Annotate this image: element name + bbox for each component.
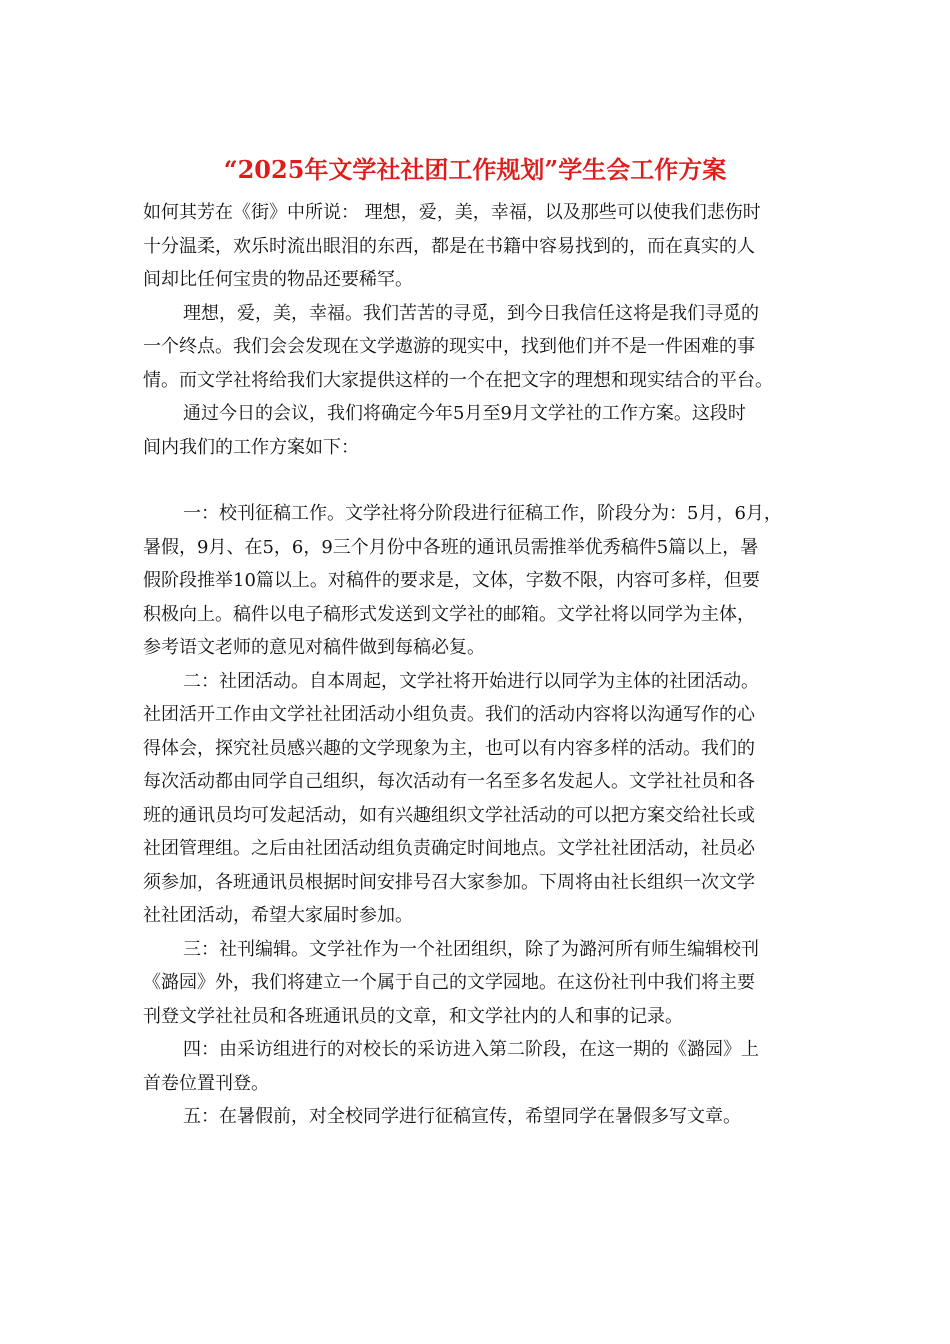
text-line: 间内我们的工作方案如下： [143,436,359,458]
text-line: 积极向上。稿件以电子稿形式发送到文学社的邮箱。文学社将以同学为主体， [143,603,755,625]
paragraph-ideals [143,297,808,398]
text-line: 社团管理组。之后由社团活动组负责确定时间地点。文学社社团活动，社员必 [143,838,755,859]
text-line: 如何其芳在《街》中所说： 理想，爱，美，幸福，以及那些可以使我们悲伤时 [143,202,761,223]
paragraph-intro [143,196,808,297]
text-line: 社团活开工作由文学社社团活动小组负责。我们的活动内容将以沟通写作的心 [143,704,755,725]
text-line: 班的通讯员均可发起活动，如有兴趣组织文学社活动的可以把方案交给社长或 [143,804,755,826]
text-line: 一个终点。我们会会发现在文学遨游的现实中，找到他们并不是一件困难的事 [143,336,755,357]
text-line: 须参加，各班通讯员根据时间安排号召大家参加。下周将由社长组织一次文学 [143,871,755,893]
text-line: 假阶段推举10篇以上。对稿件的要求是，文体，字数不限，内容可多样，但要 [143,570,760,591]
text-line: 五：在暑假前，对全校同学进行征稿宣传，希望同学在暑假多写文章。 [183,1106,741,1127]
text-line: 暑假，9月、在5，6，9三个月份中各班的通讯员需推举优秀稿件5篇以上，暑 [143,536,759,558]
paragraph-meeting [143,397,808,464]
text-line: 情。而文学社将给我们大家提供这样的一个在把文字的理想和现实结合的平台。 [143,369,773,391]
text-line: 四：由采访组进行的对校长的采访进入第二阶段，在这一期的《潞园》上 [183,1039,759,1060]
paragraph-item-4 [143,1033,808,1100]
paragraph-item-2 [143,665,808,933]
text-line: 间却比任何宝贵的物品还要稀罕。 [143,269,413,290]
text-line: 一：校刊征稿工作。文学社将分阶段进行征稿工作，阶段分为：5月，6月， [183,503,782,524]
text-line: 十分温柔，欢乐时流出眼泪的东西，都是在书籍中容易找到的，而在真实的人 [143,235,755,257]
text-line: 三：社刊编辑。文学社作为一个社团组织，除了为潞河所有师生编辑校刊 [183,938,759,960]
text-line: 二：社团活动。自本周起，文学社将开始进行以同学为主体的社团活动。 [183,670,759,692]
document-body [143,196,808,1134]
text-line: 参考语文老师的意见对稿件做到每稿必复。 [143,637,485,658]
document-title: “2025年文学社社团工作规划”学生会工作方案 [223,155,727,184]
paragraph-spacer [143,464,808,497]
text-line: 每次活动都由同学自己组织，每次活动有一名至多名发起人。文学社社员和各 [143,771,755,792]
text-line: 《潞园》外，我们将建立一个属于自己的文学园地。在这份社刊中我们将主要 [143,972,755,993]
text-line: 刊登文学社社员和各班通讯员的文章，和文学社内的人和事的记录。 [143,1005,683,1027]
text-line: 社社团活动，希望大家届时参加。 [143,905,413,926]
paragraph-item-5 [143,1100,808,1134]
text-line: 首卷位置刊登。 [143,1072,269,1094]
paragraph-item-3 [143,933,808,1034]
text-line: 理想，爱，美，幸福。我们苦苦的寻觅，到今日我信任这将是我们寻觅的 [183,302,759,324]
paragraph-item-1 [143,497,808,665]
text-line: 通过今日的会议，我们将确定今年5月至9月文学社的工作方案。这段时 [183,403,746,424]
text-line: 得体会，探究社员感兴趣的文学现象为主，也可以有内容多样的活动。我们的 [143,737,755,759]
